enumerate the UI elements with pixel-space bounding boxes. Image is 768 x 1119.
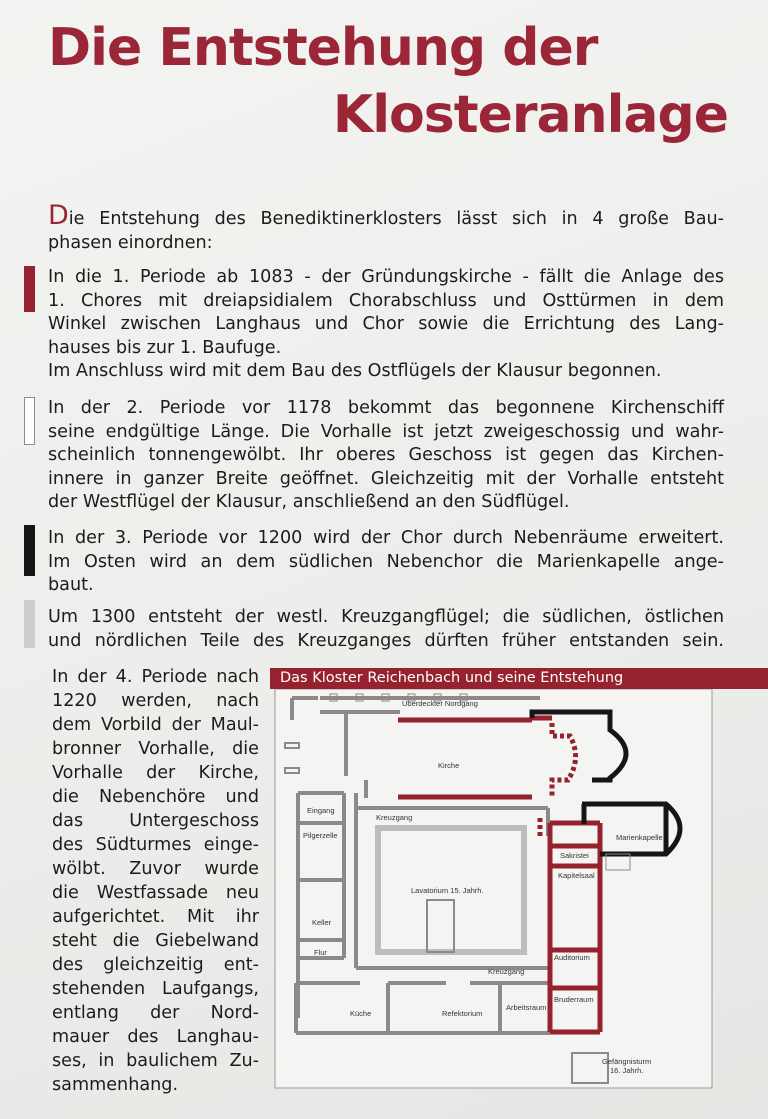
late-phase-line: Um 1300 entsteht der westl. Kreuzgangflügel; die südlichen, östlichen bbox=[48, 607, 724, 627]
label-flur: Flur bbox=[314, 948, 327, 957]
period-4-line: Vorhalle der Kirche, bbox=[52, 763, 259, 783]
period-2-line: seine endgültige Länge. Die Vorhalle ist jetzt zweigeschossig und wahr- bbox=[48, 421, 724, 442]
period-4-line: aufgerichtet. Mit ihr bbox=[52, 907, 259, 927]
page-title-line-1: Die Entstehung der bbox=[48, 18, 598, 78]
period-4-line: ses, in baulichem Zu- bbox=[52, 1051, 259, 1071]
label-kreuzgang-top: Kreuzgang bbox=[376, 813, 413, 822]
period-1-line: Winkel zwischen Langhaus und Chor sowie die Errichtung des Lang- bbox=[48, 314, 724, 334]
period-2-line: scheinlich tonnengewölbt. Ihr oberes Geschoss ist gegen das Kirchen- bbox=[48, 445, 724, 465]
period-3-line: In der 3. Periode vor 1200 wird der Chor durch Nebenräume erweitert. bbox=[48, 528, 724, 548]
period-4-line: dem Vorbild der Maul- bbox=[52, 715, 259, 735]
phase-4-color-marker bbox=[24, 600, 35, 648]
label-gefaengnisturm-date: 16. Jahrh. bbox=[610, 1066, 644, 1075]
label-eingang: Eingang bbox=[307, 806, 335, 815]
period-3-paragraph bbox=[48, 527, 724, 598]
period-4-line: steht die Giebelwand bbox=[52, 931, 259, 951]
label-pilgerzelle: Pilgerzelle bbox=[303, 831, 338, 840]
period-4-line: des Südturmes einge- bbox=[52, 835, 259, 855]
period-4-line: wölbt. Zuvor wurde bbox=[52, 859, 259, 879]
label-arbeitsraum: Arbeitsraum bbox=[506, 1003, 547, 1012]
label-kueche: Küche bbox=[350, 1009, 372, 1018]
period-2-line: In der 2. Periode vor 1178 bekommt das begonnene Kirchenschiff bbox=[48, 398, 724, 418]
label-marienkapelle: Marienkapelle bbox=[616, 833, 663, 842]
period-2-line: innere in ganzer Breite geöffnet. Gleichzeitig mit der Vorhalle entsteht bbox=[48, 468, 724, 489]
page-title-line-2: Klosteranlage bbox=[332, 85, 728, 145]
period-1-line: Im Anschluss wird mit dem Bau des Ostflügels der Klausur begonnen. bbox=[48, 361, 662, 381]
period-4-line: In der 4. Periode nach bbox=[52, 667, 259, 687]
period-1-line: hauses bis zur 1. Baufuge. bbox=[48, 337, 282, 358]
floor-plan-drawing bbox=[270, 668, 768, 1092]
label-kirche: Kirche bbox=[438, 761, 460, 770]
period-2-line: der Westflügel der Klausur, anschließend an den Südflügel. bbox=[48, 492, 570, 512]
label-gefaengnisturm: Gefängnisturm bbox=[602, 1057, 652, 1066]
period-4-line: die Westfassade neu bbox=[52, 883, 259, 903]
drop-cap: D bbox=[48, 200, 69, 231]
phase-2-color-marker bbox=[24, 397, 35, 445]
period-4-line: des gleichzeitig ent- bbox=[52, 955, 259, 975]
period-4-line: stehenden Laufgangs, bbox=[52, 979, 259, 999]
intro-line-1-text: ie Entstehung des Benediktinerklosters lässt sich in 4 große Bau- bbox=[68, 209, 724, 229]
period-4-line: sammenhang. bbox=[52, 1075, 179, 1095]
floor-plan-heading: Das Kloster Reichenbach und seine Entstehung bbox=[270, 668, 768, 689]
period-1-line: 1. Chores mit dreiapsidialem Chorabschluss und Osttürmen in dem bbox=[48, 290, 724, 311]
late-phase-paragraph bbox=[48, 606, 724, 653]
plan-frame bbox=[275, 689, 712, 1088]
period-3-line: Im Osten wird an dem südlichen Nebenchor die Marienkapelle ange- bbox=[48, 551, 724, 572]
phase-1-color-marker bbox=[24, 266, 35, 312]
late-phase-line: und nördlichen Teile des Kreuzganges dürften früher entstanden sein. bbox=[48, 630, 724, 651]
intro-paragraph bbox=[48, 200, 724, 255]
label-nordgang: Überdeckter Nordgang bbox=[402, 699, 478, 708]
period-4-paragraph bbox=[52, 665, 259, 1097]
period-1-paragraph bbox=[48, 266, 724, 384]
period-3-line: baut. bbox=[48, 575, 94, 595]
label-kreuzgang-bottom: Kreuzgang bbox=[488, 967, 525, 976]
phase-3-color-marker bbox=[24, 525, 35, 576]
period-4-line: mauer des Langhau- bbox=[52, 1027, 259, 1047]
period-4-line: entlang der Nord- bbox=[52, 1003, 259, 1023]
label-keller: Keller bbox=[312, 918, 332, 927]
period-2-paragraph bbox=[48, 397, 724, 515]
period-4-line: bronner Vorhalle, die bbox=[52, 739, 259, 759]
period-4-line: die Nebenchöre und bbox=[52, 787, 259, 807]
label-sakristei: Sakristei bbox=[560, 851, 589, 860]
intro-line-2: phasen einordnen: bbox=[48, 232, 213, 253]
intro-line-1 bbox=[48, 200, 724, 232]
period-1-line: In die 1. Periode ab 1083 - der Gründungskirche - fällt die Anlage des bbox=[48, 267, 724, 287]
period-4-line: das Untergeschoss bbox=[52, 811, 259, 831]
label-bruderraum: Bruderraum bbox=[554, 995, 594, 1004]
label-lavatorium: Lavatorium 15. Jahrh. bbox=[411, 886, 484, 895]
monastery-floor-plan bbox=[270, 668, 768, 1092]
label-kapitelsaal: Kapitelsaal bbox=[558, 871, 595, 880]
label-auditorium: Auditorium bbox=[554, 953, 590, 962]
period-4-line: 1220 werden, nach bbox=[52, 691, 259, 711]
label-refektorium: Refektorium bbox=[442, 1009, 483, 1018]
